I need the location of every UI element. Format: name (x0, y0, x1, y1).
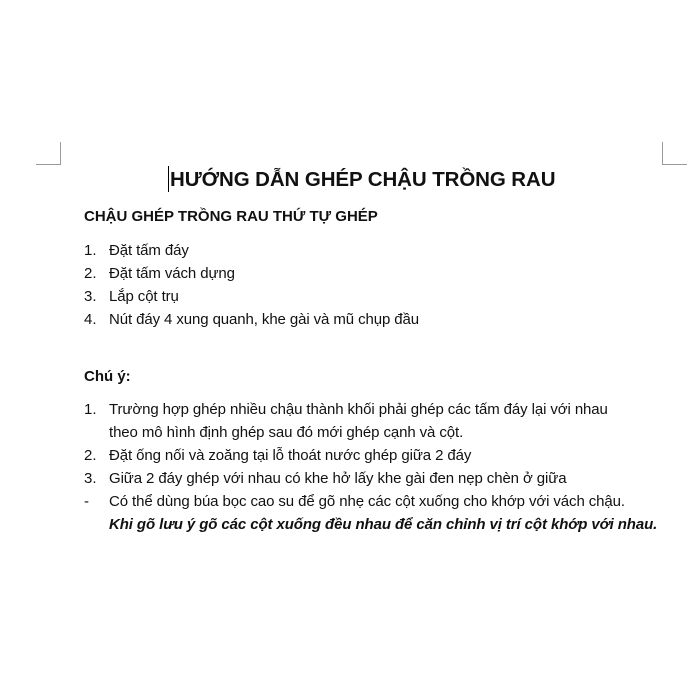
list-marker: 4. (84, 311, 97, 328)
list-item-text: Lắp cột trụ (109, 288, 179, 305)
page-corner-mark-left (36, 142, 61, 165)
page-corner-mark-right (662, 142, 687, 165)
list-item-text: Đặt ống nối và zoăng tại lỗ thoát nước ghép giữa 2 đáy (109, 447, 472, 464)
text-cursor (168, 166, 169, 192)
list-item-text: Đặt tấm đáy (109, 242, 189, 259)
list-item-text: Giữa 2 đáy ghép với nhau có khe hở lấy khe gài đen nẹp chèn ở giữa (109, 470, 567, 487)
emphasis-note-text: Khi gõ lưu ý gõ các cột xuống đều nhau để căn chỉnh vị trí cột khớp với nhau. (109, 516, 658, 533)
list-marker: 2. (84, 447, 97, 464)
list-marker: 3. (84, 288, 97, 305)
list-marker: 2. (84, 265, 97, 282)
list-marker: 1. (84, 242, 97, 259)
section-heading: CHẬU GHÉP TRỒNG RAU THỨ TỰ GHÉP (84, 208, 378, 225)
list-item-text-continued: theo mô hình định ghép sau đó mới ghép cạnh và cột. (109, 424, 464, 441)
list-item-text: Nút đáy 4 xung quanh, khe gài và mũ chụp đầu (109, 311, 419, 328)
list-item-text: Có thể dùng búa bọc cao su để gõ nhẹ các cột xuống cho khớp với vách chậu. (109, 493, 625, 510)
list-marker: 3. (84, 470, 97, 487)
document-title: HƯỚNG DẪN GHÉP CHẬU TRỒNG RAU (170, 168, 556, 191)
list-marker: - (84, 493, 89, 510)
list-item-text: Đặt tấm vách dựng (109, 265, 235, 282)
list-item-text: Trường hợp ghép nhiều chậu thành khối phải ghép các tấm đáy lại với nhau (109, 401, 608, 418)
note-heading: Chú ý: (84, 368, 131, 385)
list-marker: 1. (84, 401, 97, 418)
